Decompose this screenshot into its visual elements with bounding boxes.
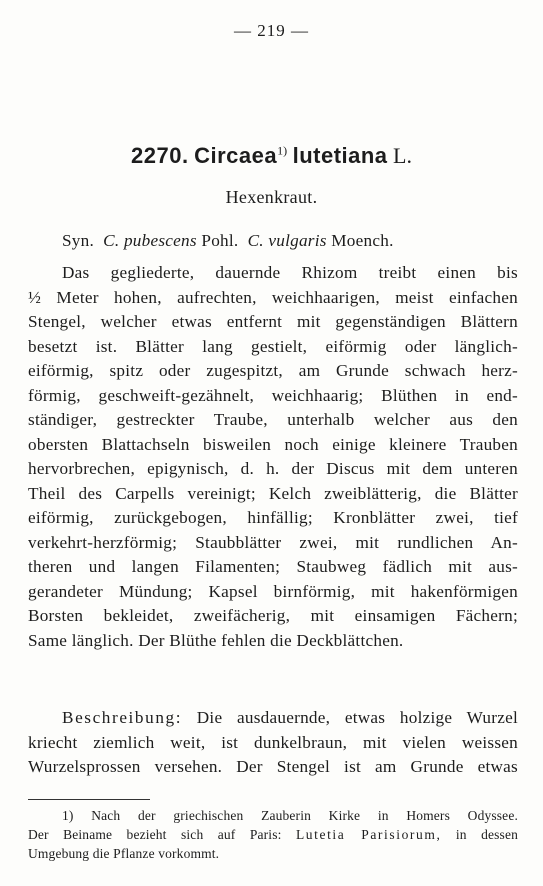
text-line: Wurzelsprossen versehen. Der Stengel ist am Grunde etwas [28,757,518,776]
synonyms-prefix: Syn. [62,231,95,250]
text-line: besetzt ist. Blätter lang gestielt, eiförmig oder länglich- [28,336,518,356]
footnote-mark: 1) [277,143,288,158]
species-heading [0,143,543,169]
text-line: ½ Meter hohen, aufrechten, weichhaarigen, meist einfachen [28,287,518,307]
synonym-1: C. pubescens [103,231,197,250]
description-paragraph [28,261,518,653]
text-line: eiförmig, zurückgebogen, hinfällig; Kronblätter zwei, tief [28,508,518,527]
text-line: theren und langen Filamenten; Staubweg fädlich mit aus- [28,557,518,576]
synonym-2: C. vulgaris [247,231,327,250]
section-text: Die ausdauernde, etwas holzige Wurzel [196,708,518,727]
beschreibung-paragraph [28,706,518,780]
text-line: kriecht ziemlich weit, ist dunkelbraun, mit vielen weissen [28,732,518,752]
text-line: obersten Blattachseln bisweilen noch einige kleinere Trauben [28,434,518,454]
synonyms-line [28,229,518,254]
footnote-text: Der Beiname bezieht sich auf Paris: [28,827,282,842]
text-line: eiförmig, spitz oder zugespitzt, am Grunde schwach herz- [28,361,518,380]
text-line [28,706,518,731]
text-line: Borsten bekleidet, zweifächerig, mit einsamigen Fächern; [28,606,518,625]
footnote-line [28,825,518,844]
footnote [28,806,518,863]
text-line: Same länglich. Der Blüthe fehlen die Deckblättchen. [28,630,404,650]
synonym-1-author: Pohl. [201,231,239,250]
synonyms [28,229,518,254]
text-line: hervorbrechen, epigynisch, d. h. der Discus mit dem unteren [28,459,518,478]
text-line: verkehrt-herzförmig; Staubblätter zwei, mit rundlichen An- [28,532,518,552]
footnote-rule [28,799,150,800]
text-line: Theil des Carpells vereinigt; Kelch zweiblätterig, die Blätter [28,483,518,503]
synonym-2-author: Moench. [331,231,394,250]
footnote-line: Umgebung die Pflanze vorkommt. [28,846,220,861]
text-line: förmig, geschweift-gezähnelt, weichhaarig; Blüthen in end- [28,385,518,405]
page-number: — 219 — [234,21,309,40]
footnote-line: 1) Nach der griechischen Zauberin Kirke in Homers Odyssee. [62,808,518,823]
footnote-text: in dessen [455,827,518,842]
species-number: 2270. [131,143,189,168]
species-author: L. [393,143,412,168]
species-epithet: lutetiana [292,143,388,168]
text-line: gerandeter Mündung; Kapsel birnförmig, mit hakenförmigen [28,581,518,601]
common-name: Hexenkraut. [225,187,318,207]
text-line: Das gegliederte, dauernde Rhizom treibt einen bis [62,263,518,282]
section-label: Beschreibung: [62,708,183,727]
footnote-latin: Lutetia Parisiorum, [295,827,442,842]
text-line: ständiger, gestreckter Traube, unterhalb welcher aus den [28,410,518,429]
text-line: Stengel, welcher etwas entfernt mit gegenständigen Blättern [28,312,518,331]
genus-name: Circaea [194,143,278,168]
